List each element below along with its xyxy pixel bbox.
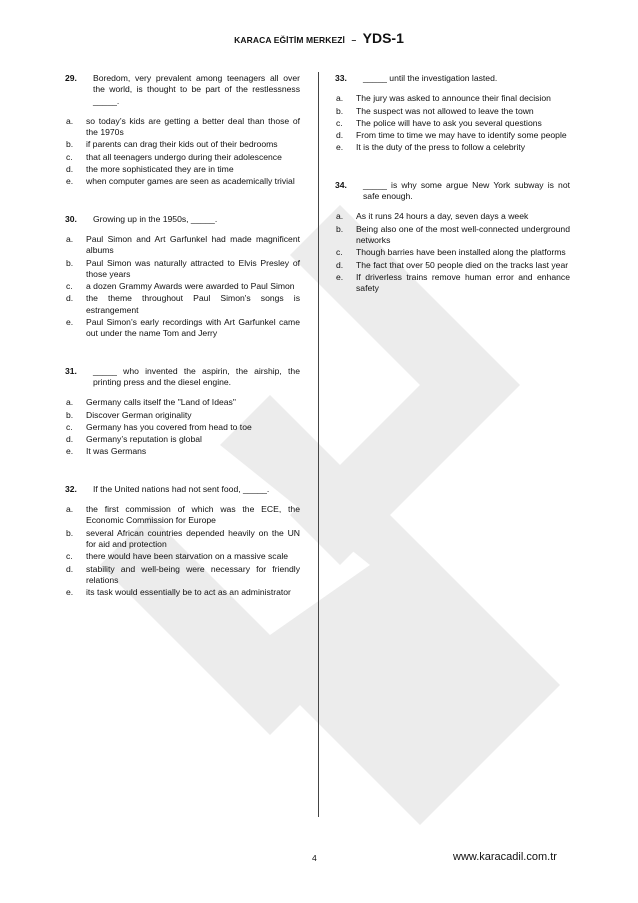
page-header: [0, 30, 638, 48]
option-a: a. Paul Simon and Art Garfunkel had made magnificent albums: [66, 233, 300, 256]
question-34: [335, 180, 570, 295]
question-number: 31.: [65, 365, 77, 376]
option-e: e. If driverless trains remove human error and enhance safety: [336, 271, 570, 294]
right-column: [335, 73, 570, 320]
question-number: 30.: [65, 213, 77, 224]
question-stem: _____ who invented the aspirin, the airship, the printing press and the diesel engine.: [93, 365, 300, 387]
option-c: c. The police will have to ask you several questions: [336, 117, 542, 128]
option-d: d. stability and well-being were necessary for friendly relations: [66, 563, 300, 585]
option-d: d. From time to time we may have to identify some people: [336, 130, 567, 141]
option-c: c. there would have been starvation on a massive scale: [66, 551, 289, 562]
option-c: c. Germany has you covered from head to toe: [66, 421, 252, 432]
option-d: d. The fact that over 50 people died on the tracks last year: [336, 259, 569, 270]
option-a: a. As it runs 24 hours a day, seven days a week: [336, 211, 529, 222]
option-c: c. a dozen Grammy Awards were awarded to Paul Simon: [66, 281, 295, 292]
option-a: a. The jury was asked to announce their final decision: [336, 93, 551, 104]
question-number: 29.: [65, 73, 77, 83]
option-a: a. so today’s kids are getting a better deal than those of the 1970s: [66, 115, 300, 138]
column-divider: [318, 72, 319, 817]
question-30: [65, 214, 300, 340]
option-b: b. Being also one of the most well-connected underground networks: [336, 223, 570, 245]
option-c: c. Though barries have been installed along the platforms: [336, 247, 566, 258]
question-stem: _____ is why some argue New York subway is not safe enough.: [363, 179, 570, 202]
left-column: [65, 73, 300, 624]
option-d: d. Germany’s reputation is global: [66, 434, 202, 445]
option-e: e. Paul Simon’s early recordings with Art Garfunkel came out under the name Tom and Jerry: [66, 317, 300, 339]
question-33: [335, 73, 570, 154]
question-32: [65, 484, 300, 599]
page-number: 4: [312, 853, 317, 863]
option-b: b. Discover German originality: [66, 409, 192, 420]
option-e: e. It is the duty of the press to follow a celebrity: [336, 142, 526, 153]
option-d: d. the more sophisticated they are in time: [66, 164, 234, 175]
option-a: a. Germany calls itself the "Land of Ideas": [66, 397, 236, 408]
option-e: e. its task would essentially be to act as an administrator: [66, 587, 291, 598]
option-c: c. that all teenagers undergo during their adolescence: [66, 151, 282, 162]
question-number: 33.: [335, 73, 347, 83]
option-a: a. the first commission of which was the ECE, the Economic Commission for Europe: [66, 504, 300, 526]
option-b: b. Paul Simon was naturally attracted to Elvis Presley of those years: [66, 257, 300, 279]
option-e: e. It was Germans: [66, 446, 147, 457]
question-number: 32.: [65, 483, 77, 494]
option-b: b. The suspect was not allowed to leave the town: [336, 105, 534, 116]
header-brand: KARACA EĞİTİM MERKEZİ: [234, 35, 345, 45]
option-b: b. if parents can drag their kids out of their bedrooms: [66, 139, 278, 150]
option-d: d. the theme throughout Paul Simon's songs is estrangement: [66, 293, 300, 315]
question-stem: _____ until the investigation lasted.: [363, 73, 498, 83]
question-stem: Growing up in the 1950s, _____.: [93, 213, 218, 224]
option-b: b. several African countries depended heavily on the UN for aid and protection: [66, 527, 300, 549]
header-separator: –: [351, 35, 357, 45]
question-29: [65, 73, 300, 188]
question-number: 34.: [335, 179, 347, 190]
question-stem: If the United nations had not sent food, _____.: [93, 483, 270, 494]
website-url: www.karacadil.com.tr: [453, 851, 557, 863]
question-31: [65, 366, 300, 458]
question-stem: Boredom, very prevalent among teenagers all over the world, is thought to be part of the restlessness _____.: [93, 73, 300, 106]
header-exam-title: YDS-1: [362, 30, 404, 46]
option-e: e. when computer games are seen as academically trivial: [66, 176, 295, 187]
